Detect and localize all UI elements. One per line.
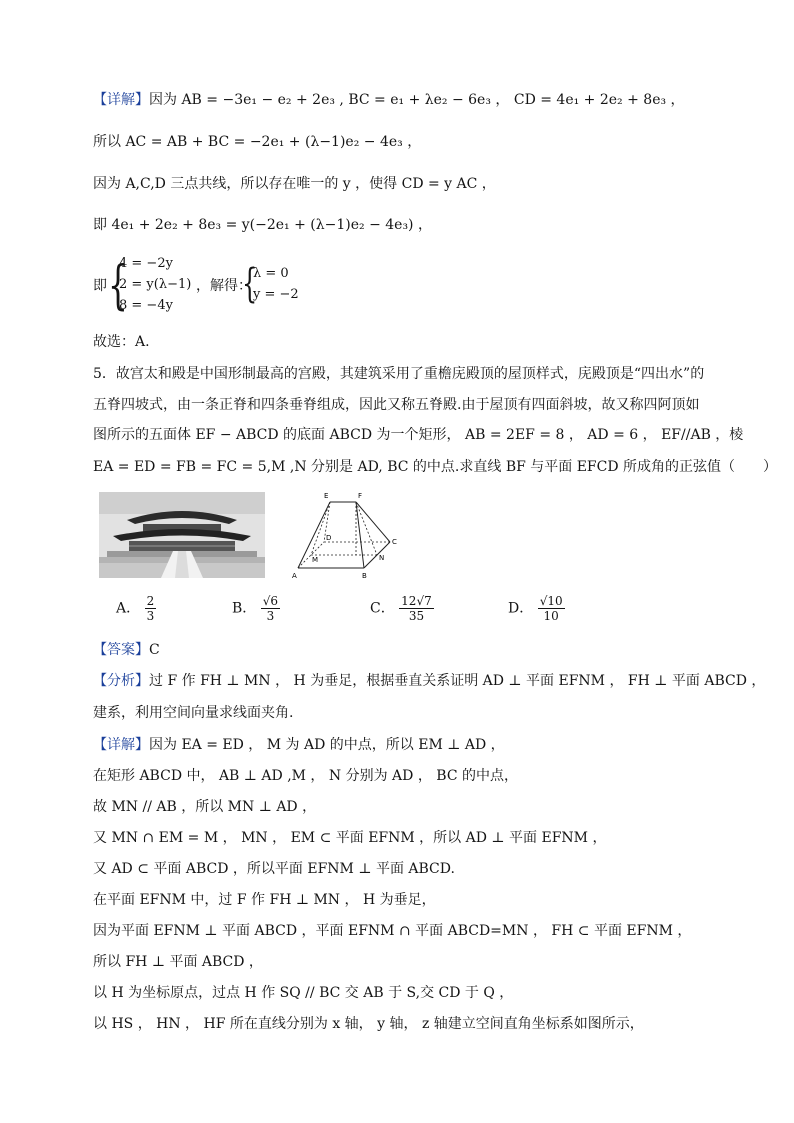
answer-tag: 【答案】 [93, 642, 149, 658]
collinear-text: 因为 A,C,D 三点共线，所以存在唯一的 y ，使得 CD = y AC ， [93, 176, 496, 192]
detail-line-1 [93, 90, 685, 110]
label-F: F [358, 492, 363, 500]
problem5-line-4: EA = ED = FB = FC = 5,M ,N 分别是 AD, BC 的中点.求直线 BF 与平面 EFCD 所成角的正弦值（ ） [93, 459, 778, 475]
solution-eq-1: λ = 0 [253, 266, 289, 281]
choose-line: 故选：A. [93, 334, 150, 350]
detail-line-5-prefix [93, 276, 107, 296]
option-d-fraction [538, 594, 565, 623]
detail-line-3 [93, 174, 496, 194]
solution-line-1 [93, 735, 505, 755]
solution-eq-2: y = −2 [253, 287, 299, 302]
solution-line-6: 在平面 EFNM 中，过 F 作 FH ⊥ MN ， H 为垂足， [93, 892, 436, 908]
option-d [508, 594, 565, 623]
system-eq-1: 4 = −2y [119, 256, 173, 271]
palace-illustration [99, 492, 265, 578]
detail-line-2 [93, 132, 421, 152]
vector-given-text: 因为 AB = −3e₁ − e₂ + 2e₃ , BC = e₁ + λe₂ − 6e₃ ， CD = 4e₁ + 2e₂ + 8e₃ ， [149, 92, 685, 108]
option-c-num: 12√7 [401, 594, 432, 608]
answer-line [93, 640, 160, 660]
analysis-line-2: 建系，利用空间向量求线面夹角. [93, 705, 294, 721]
system-eq-2: 2 = y(λ−1) [119, 277, 192, 292]
analysis-tag: 【分析】 [93, 673, 149, 689]
prefix-ji: 即 [93, 278, 107, 294]
solve-text: ，解得： [196, 278, 252, 294]
left-brace-1: { [108, 256, 128, 316]
detail-tag: 【详解】 [93, 92, 149, 108]
label-E: E [324, 492, 329, 500]
pentahedron-figure [292, 488, 408, 580]
option-c-den: 35 [408, 609, 425, 623]
label-B: B [362, 572, 367, 580]
option-b-num: √6 [262, 594, 279, 608]
vector-ac-text: 所以 AC = AB + BC = −2e₁ + (λ−1)e₂ − 4e₃ ， [93, 134, 422, 150]
option-d-den: 10 [543, 609, 559, 623]
solution-line-4: 又 MN ∩ EM = M ， MN ， EM ⊂ 平面 EFNM ，所以 AD ⊥ 平面 EFNM ， [93, 830, 607, 846]
problem5-line-1: 5．故宫太和殿是中国形制最高的宫殿，其建筑采用了重檐庑殿顶的屋顶样式，庑殿顶是“四出水”的 [93, 366, 705, 382]
solution-line-8: 所以 FH ⊥ 平面 ABCD ， [93, 954, 263, 970]
option-d-num: √10 [539, 594, 563, 608]
problem5-line-2: 五脊四坡式，由一条正脊和四条垂脊组成，因此又称五脊殿.由于屋顶有四面斜坡，故又称四阿顶如 [93, 397, 700, 413]
solution-line-5: 又 AD ⊂ 平面 ABCD ，所以平面 EFNM ⊥ 平面 ABCD. [93, 861, 455, 877]
option-a-fraction [145, 594, 157, 623]
palace-photo [99, 492, 265, 578]
solution-line-10: 以 HS ， HN ， HF 所在直线分别为 x 轴， y 轴， z 轴建立空间直角坐标系如图所示， [93, 1016, 644, 1032]
left-brace-2: { [242, 261, 258, 307]
detail-tag-2: 【详解】 [93, 737, 149, 753]
option-a-num: 2 [146, 594, 155, 608]
detail-line-4 [93, 215, 432, 235]
solution-text-1: 因为 EA = ED ， M 为 AD 的中点，所以 EM ⊥ AD ， [149, 737, 505, 753]
label-C: C [392, 538, 397, 546]
option-c [370, 594, 434, 623]
label-M: M [312, 556, 319, 564]
option-a-label: A． [116, 600, 141, 617]
option-b-label: B． [232, 600, 257, 617]
label-D: D [326, 534, 332, 542]
system-eq-3: 8 = −4y [119, 298, 173, 313]
option-c-label: C． [370, 600, 395, 617]
label-A: A [292, 572, 297, 580]
equation-text: 即 4e₁ + 2e₂ + 8e₃ = y(−2e₁ + (λ−1)e₂ − 4e₃) ， [93, 217, 432, 233]
solution-line-2: 在矩形 ABCD 中， AB ⊥ AD ,M ， N 分别为 AD ， BC 的中点， [93, 768, 518, 784]
analysis-text-1: 过 F 作 FH ⊥ MN ， H 为垂足，根据垂直关系证明 AD ⊥ 平面 EFNM ， FH ⊥ 平面 ABCD ， [149, 673, 766, 689]
option-a [116, 594, 156, 623]
option-a-den: 3 [146, 609, 155, 623]
option-b-fraction [261, 594, 280, 623]
label-N: N [379, 554, 385, 562]
solution-line-7: 因为平面 EFNM ⊥ 平面 ABCD ，平面 EFNM ∩ 平面 ABCD=MN ， FH ⊂ 平面 EFNM ， [93, 923, 692, 939]
option-c-fraction [399, 594, 434, 623]
option-b-den: 3 [266, 609, 275, 623]
option-d-label: D． [508, 600, 534, 617]
solution-line-3: 故 MN // AB ，所以 MN ⊥ AD ， [93, 799, 317, 815]
option-b [232, 594, 280, 623]
answer-value: C [149, 642, 160, 658]
analysis-line-1 [93, 671, 765, 691]
solution-line-9: 以 H 为坐标原点，过点 H 作 SQ // BC 交 AB 于 S,交 CD 于 Q ， [93, 985, 514, 1001]
problem5-line-3: 图所示的五面体 EF − ABCD 的底面 ABCD 为一个矩形， AB = 2EF = 8 ， AD = 6 ， EF//AB ，棱 [93, 427, 744, 443]
